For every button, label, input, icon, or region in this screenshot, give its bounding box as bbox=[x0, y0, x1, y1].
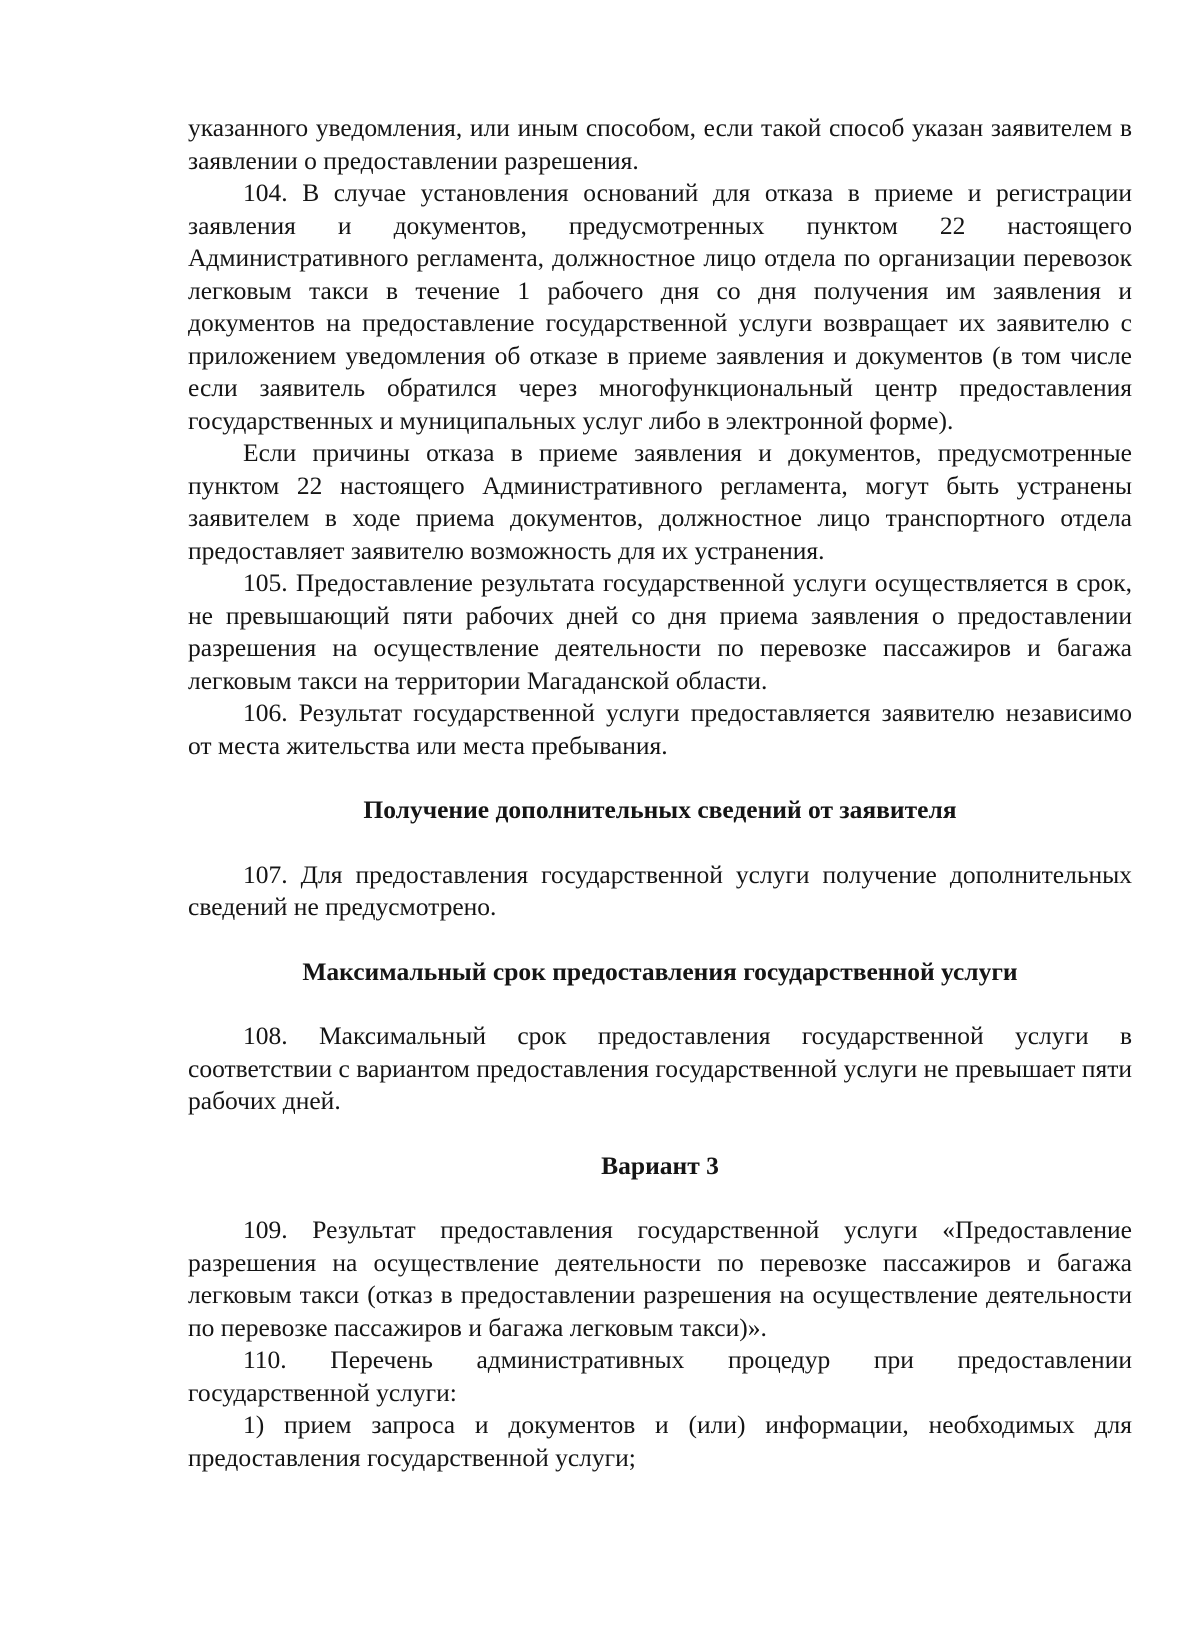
paragraph-104: 104. В случае установления оснований для отказа в приеме и регистрации заявления и документов, предусмотренных пунктом 22 настоящего Административного регламента, должностное лицо отдела по организации перевозок легковым такси в течение 1 рабочего дня со дня получения им заявления и документов на предоставление государственной услуги возвращает их заявителю с приложением уведомления об отказе в приеме заявления и документов (в том числе если заявитель обратился через многофункциональный центр предоставления государственных и муниципальных услуг либо в электронной форме). bbox=[188, 178, 1132, 435]
paragraph-105: 105. Предоставление результата государственной услуги осуществляется в срок, не превышающий пяти рабочих дней со дня приема заявления о предоставлении разрешения на осуществление деятельности по перевозке пассажиров и багажа легковым такси на территории Магаданской области. bbox=[188, 568, 1132, 695]
section-heading-max-term: Максимальный срок предоставления государственной услуги bbox=[302, 956, 1018, 986]
paragraph-108: 108. Максимальный срок предоставления государственной услуги в соответствии с вариантом предоставления государственной услуги не превышает пяти рабочих дней. bbox=[188, 1021, 1132, 1115]
paragraph-106: 106. Результат государственной услуги предоставляется заявителю независимо от места жительства или места пребывания. bbox=[188, 698, 1132, 760]
paragraph-104-correction: Если причины отказа в приеме заявления и документов, предусмотренные пунктом 22 настоящего Административного регламента, могут быть устранены заявителем в ходе приема документов, должностное лицо транспортного отдела предоставляет заявителю возможность для их устранения. bbox=[188, 438, 1132, 565]
paragraph-110-item-1: 1) прием запроса и документов и (или) информации, необходимых для предоставления государственной услуги; bbox=[188, 1410, 1132, 1472]
paragraph-110: 110. Перечень административных процедур при предоставлении государственной услуги: bbox=[188, 1345, 1132, 1407]
section-heading-variant-3: Вариант 3 bbox=[601, 1150, 719, 1180]
paragraph-107: 107. Для предоставления государственной услуги получение дополнительных сведений не предусмотрено. bbox=[188, 859, 1132, 921]
document-body bbox=[188, 112, 1132, 1474]
section-heading-additional-info: Получение дополнительных сведений от заявителя bbox=[363, 795, 957, 824]
paragraph-continuation: указанного уведомления, или иным способом, если такой способ указан заявителем в заявлении о предоставлении разрешения. bbox=[188, 113, 1132, 175]
paragraph-109: 109. Результат предоставления государственной услуги «Предоставление разрешения на осуществление деятельности по перевозке пассажиров и багажа легковым такси (отказ в предоставлении разрешения на осуществление деятельности по перевозке пассажиров и багажа легковым такси)». bbox=[188, 1215, 1132, 1342]
